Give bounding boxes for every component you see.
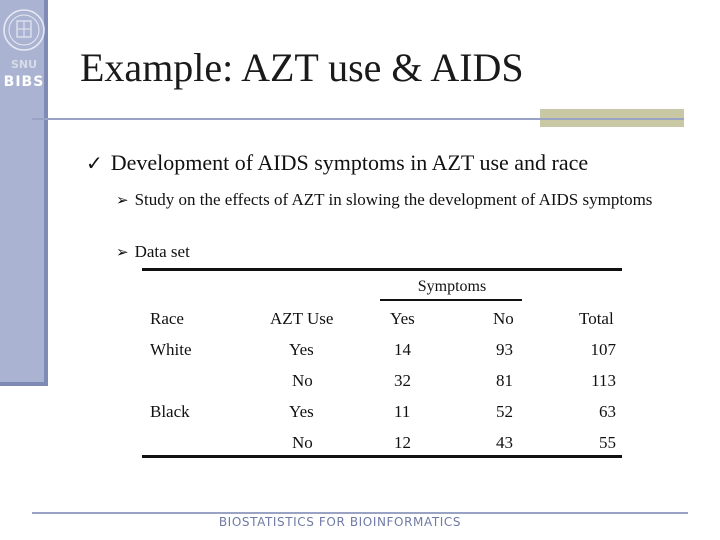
title-divider xyxy=(32,118,684,120)
bullet-dataset xyxy=(116,242,190,262)
table-cell-race: Black xyxy=(150,402,190,421)
table-cell-no: 43 xyxy=(496,433,513,452)
check-icon: ✓ xyxy=(86,151,103,175)
table-cell-azt: Yes xyxy=(289,340,314,359)
footer-text: BIOSTATISTICS FOR BIOINFORMATICS xyxy=(218,515,462,529)
group-header-rule xyxy=(380,299,522,301)
arrow-bullet-icon: ➢ xyxy=(116,191,129,209)
table-cell-no: 52 xyxy=(496,402,513,421)
group-header-symptoms: Symptoms xyxy=(417,278,487,295)
column-header-total: Total xyxy=(579,309,614,328)
column-header-azt-use: AZT Use xyxy=(270,309,334,328)
table-cell-yes: 32 xyxy=(394,371,411,390)
table-cell-yes: 11 xyxy=(394,402,411,421)
column-header-no: No xyxy=(493,309,514,328)
table-cell-total: 113 xyxy=(591,371,616,390)
university-seal-icon xyxy=(2,6,46,56)
bullet-dataset-text: Data set xyxy=(134,242,190,261)
logo-snu: SNU xyxy=(10,58,38,71)
table-cell-total: 63 xyxy=(599,402,616,421)
table-bottom-rule xyxy=(142,455,622,458)
data-table xyxy=(142,268,622,460)
table-cell-azt: No xyxy=(292,371,313,390)
page-title: Example: AZT use & AIDS xyxy=(80,45,524,90)
column-header-race: Race xyxy=(150,309,184,328)
table-cell-race: White xyxy=(150,340,192,359)
logo-bibs: BIBS xyxy=(3,74,45,90)
bullet-study-text: Study on the effects of AZT in slowing the development of AIDS symptoms xyxy=(134,190,653,209)
table-cell-total: 55 xyxy=(599,433,616,452)
column-header-yes: Yes xyxy=(390,309,415,328)
arrow-bullet-icon: ➢ xyxy=(116,243,129,261)
bullet-main-text: Development of AIDS symptoms in AZT use and race xyxy=(110,150,589,175)
sidebar-bottom-edge xyxy=(0,382,48,386)
table-cell-total: 107 xyxy=(590,340,616,359)
bullet-main xyxy=(86,150,588,176)
table-cell-yes: 14 xyxy=(394,340,411,359)
table-cell-no: 93 xyxy=(496,340,513,359)
bullet-study xyxy=(116,190,696,210)
table-cell-no: 81 xyxy=(496,371,513,390)
table-top-rule xyxy=(142,268,622,271)
table-cell-azt: No xyxy=(292,433,313,452)
table-cell-yes: 12 xyxy=(394,433,411,452)
table-cell-azt: Yes xyxy=(289,402,314,421)
footer-divider xyxy=(32,512,688,514)
